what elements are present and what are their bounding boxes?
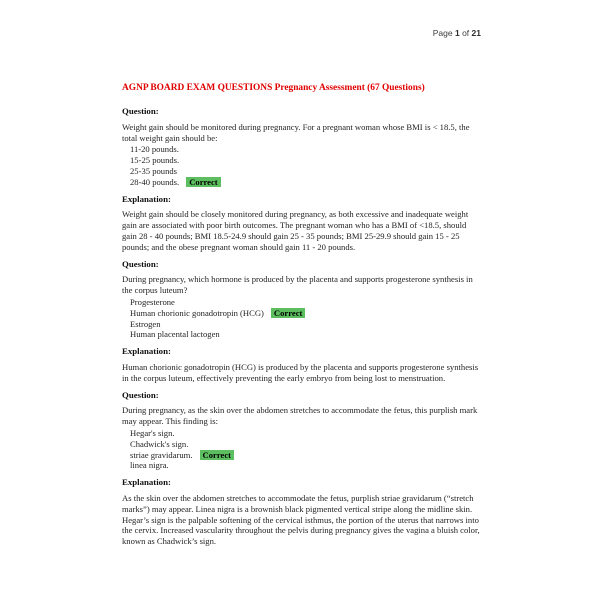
qa-block-2 (122, 259, 481, 384)
option (130, 428, 481, 439)
qa-block-3 (122, 390, 481, 547)
option-text: 15-25 pounds. (130, 155, 180, 166)
option (130, 460, 481, 471)
option (130, 144, 481, 155)
option (130, 329, 481, 340)
option (130, 450, 481, 461)
explanation-text: Human chorionic gonadotropin (HCG) is produced by the placenta and supports progesterone synthesis in the corpus luteum, effectively preventing the early embryo from being lost to menstruation. (122, 361, 479, 383)
correct-badge: Correct (271, 308, 305, 318)
option-text: striae gravidarum. (130, 449, 193, 460)
option (130, 319, 481, 330)
page-number-word: Page (432, 28, 455, 38)
option-text: Hegar's sign. (130, 427, 175, 438)
explanation-label: Explanation: (122, 346, 171, 357)
qa-block-1 (122, 106, 481, 253)
page-number-of: of (459, 28, 472, 38)
option (130, 297, 481, 308)
question-text: During pregnancy, as the skin over the abdomen stretches to accommodate the fetus, this purplish mark may appear. This finding is: (122, 405, 478, 427)
options-list (122, 428, 481, 471)
option-text: 11-20 pounds. (130, 144, 179, 155)
correct-badge: Correct (186, 177, 220, 187)
option (130, 439, 481, 450)
explanation-label: Explanation: (122, 477, 171, 488)
option-text: Progesterone (130, 296, 175, 307)
option-text: Chadwick's sign. (130, 438, 189, 449)
option-text: 28-40 pounds. (130, 176, 180, 187)
page-number-current: 1 (454, 28, 460, 38)
page-number (122, 28, 481, 39)
page-number-total: 21 (471, 28, 481, 38)
options-list (122, 297, 481, 340)
question-label: Question: (122, 258, 159, 269)
option-text: linea nigra. (130, 460, 169, 471)
option (130, 166, 481, 177)
option (130, 308, 481, 319)
option-text: Human chorionic gonadotropin (HCG) (130, 307, 264, 318)
option (130, 155, 481, 166)
question-label: Question: (122, 106, 159, 116)
explanation-text: Weight gain should be closely monitored during pregnancy, as both excessive and inadequate weight gain are associated with poor birth outcomes. The pregnant woman who has a BMI of <18.5, should gain 28 - 40 pounds; BMI 18.5-24.9 should gain 25 - 35 pounds; BMI 25-29.9 should gain 15 - 25 pounds; and the obese pregnant woman should gain 11 - 20 pounds. (122, 209, 469, 252)
correct-badge: Correct (200, 450, 234, 460)
option (130, 177, 481, 188)
option-text: Human placental lactogen (130, 329, 220, 340)
question-text: Weight gain should be monitored during pregnancy. For a pregnant woman whose BMI is < 18.5, the total weight gain should be: (122, 121, 470, 143)
question-label: Question: (122, 389, 159, 400)
options-list (122, 144, 481, 187)
explanation-label: Explanation: (122, 193, 171, 204)
question-text: During pregnancy, which hormone is produced by the placenta and supports progesterone synthesis in the corpus luteum? (122, 274, 473, 296)
explanation-text: As the skin over the abdomen stretches to accommodate the fetus, purplish striae gravidarum (“stretch marks”) may appear. Linea nigra is a brownish black pigmented vertical stripe along the midline skin. Hegar’s sign is the palpable softening of the cervical isthmus, the portion of the uterus that narrows into the cervix. Increased vascularity throughout the pelvis during pregnancy gives the vagina a bluish color, known as Chadwick’s sign. (122, 492, 480, 547)
document-title: AGNP BOARD EXAM QUESTIONS Pregnancy Assessment (67 Questions) (122, 83, 425, 93)
option-text: Estrogen (130, 318, 161, 329)
option-text: 25-35 pounds (130, 165, 178, 176)
